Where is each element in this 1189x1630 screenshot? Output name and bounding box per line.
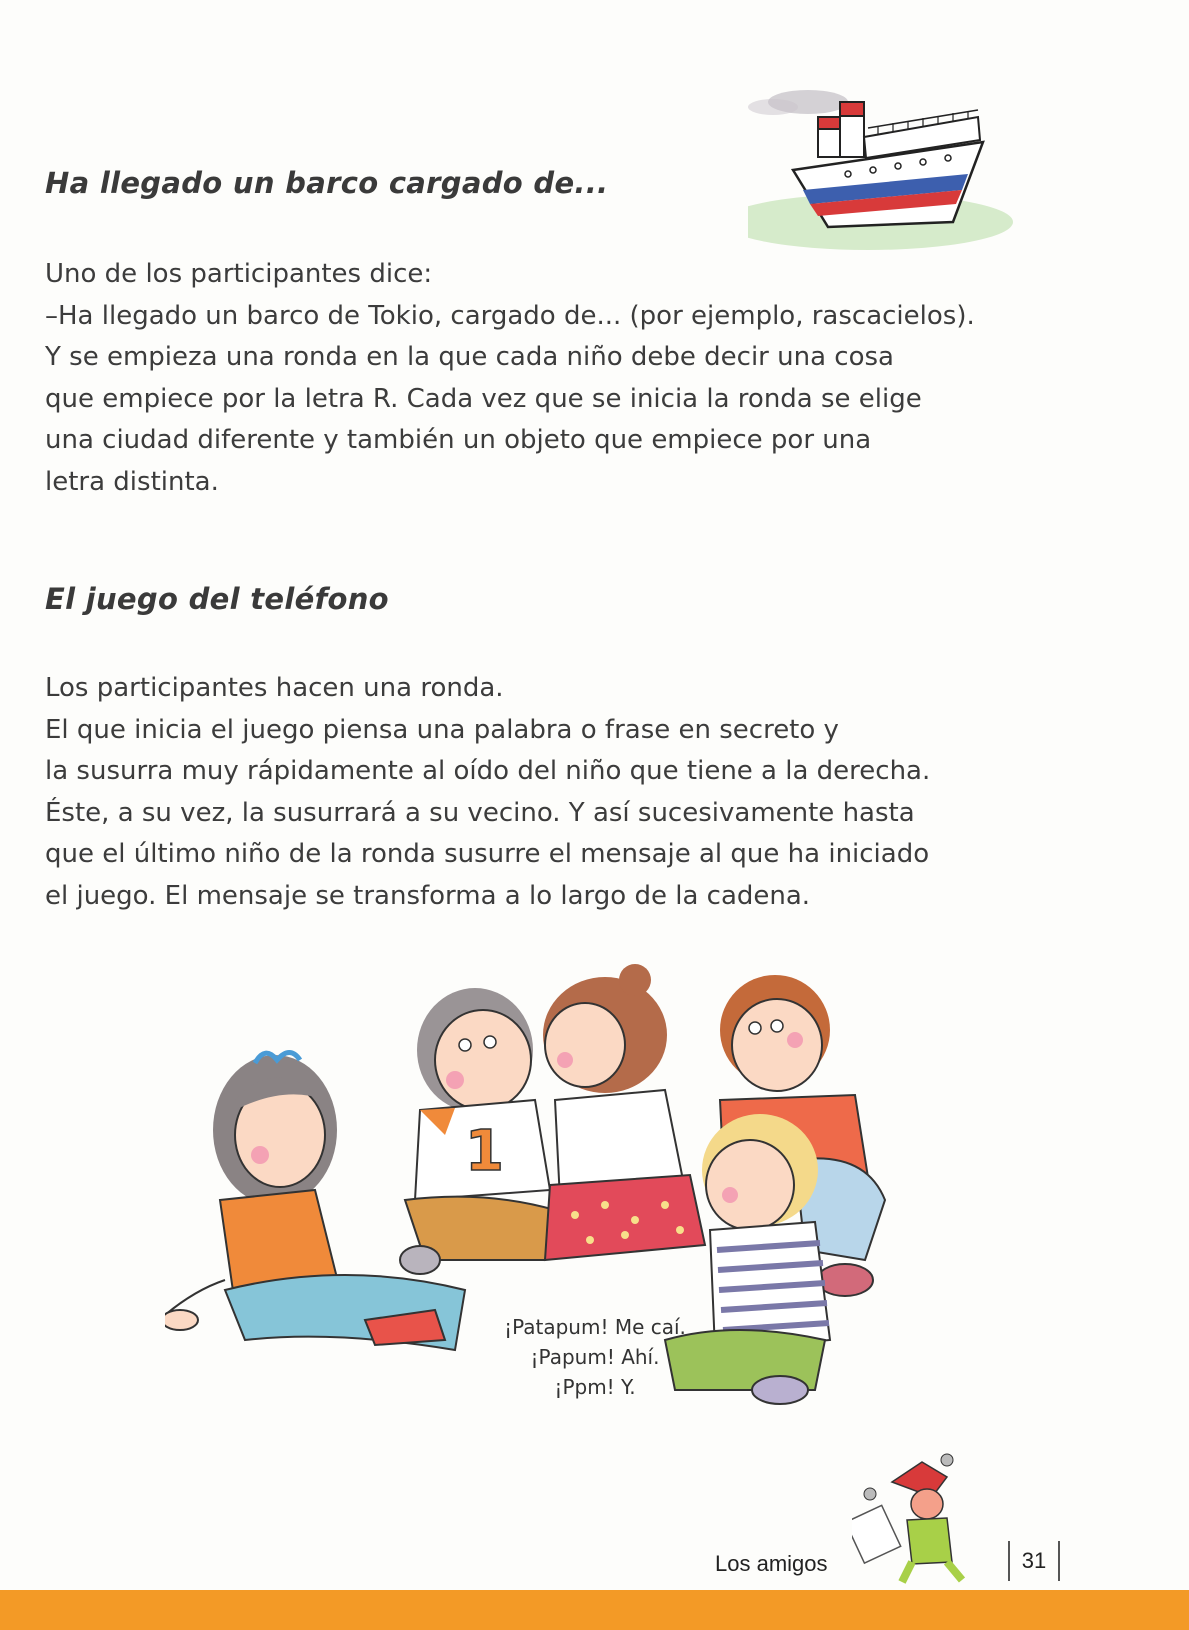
jester-mascot-illustration [852, 1452, 992, 1592]
text-line: el juego. El mensaje se transforma a lo largo de la cadena. [45, 880, 811, 911]
speech-line: ¡Patapum! Me caí. [504, 1315, 686, 1339]
section-body-telefono [45, 668, 1065, 918]
shirt-number: 1 [465, 1119, 504, 1184]
bottom-band [0, 1590, 1189, 1630]
text-line: Y se empieza una ronda en la que cada niño debe decir una cosa [45, 342, 894, 373]
ship-illustration [748, 62, 1048, 252]
text-line: que empiece por la letra R. Cada vez que se inicia la ronda se elige [45, 383, 922, 414]
text-line: Éste, a su vez, la susurrará a su vecino. Y así sucesivamente hasta [45, 797, 915, 828]
text-line: que el último niño de la ronda susurre el mensaje al que ha iniciado [45, 839, 930, 870]
text-line: la susurra muy rápidamente al oído del niño que tiene a la derecha. [45, 756, 931, 787]
text-line: una ciudad diferente y también un objeto que empiece por una [45, 425, 872, 456]
boy-shirt-one [400, 988, 555, 1274]
speech-line: ¡Papum! Ahí. [530, 1345, 660, 1369]
section-title-barco: Ha llegado un barco cargado de... [45, 166, 609, 200]
text-line: –Ha llegado un barco de Tokio, cargado de... (por ejemplo, rascacielos). [45, 300, 975, 331]
section-body-barco [45, 254, 1065, 504]
text-line: Los participantes hacen una ronda. [45, 673, 504, 703]
speech-text [465, 1312, 725, 1402]
text-line: letra distinta. [45, 466, 219, 497]
whispering-girl [543, 964, 705, 1260]
text-line: El que inicia el juego piensa una palabra o frase en secreto y [45, 714, 839, 745]
speech-line: ¡Ppm! Y. [554, 1375, 636, 1399]
footer-section-label: Los amigos [715, 1551, 828, 1576]
section-title-telefono: El juego del teléfono [45, 582, 389, 616]
page-number: 31 [1008, 1541, 1060, 1581]
text-line: Uno de los participantes dice: [45, 259, 433, 289]
